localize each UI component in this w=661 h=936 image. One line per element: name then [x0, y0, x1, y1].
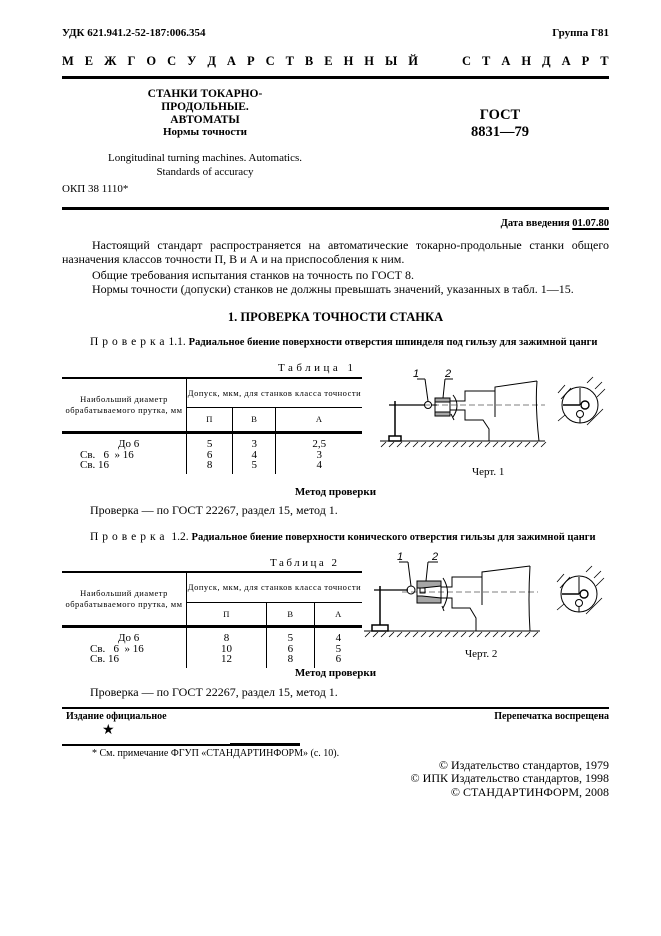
figure-1-drawing — [375, 365, 611, 450]
cell-value: 4 — [314, 627, 362, 644]
check-number: 1.2. — [171, 531, 189, 543]
cell-value: 5 — [233, 460, 276, 474]
banner-letter: Т — [481, 54, 491, 68]
footnote: * См. примечание ФГУП «СТАНДАРТИНФОРМ» (с. 10). — [92, 748, 340, 759]
introduction-date — [501, 218, 609, 229]
cell-diameter: Св. 6 » 16 — [80, 448, 134, 461]
figure-2-label-1: 1 — [397, 551, 404, 563]
title-rule — [62, 207, 609, 210]
cell-value: 8 — [267, 654, 315, 668]
standard-type-banner — [62, 54, 609, 69]
method-text-1: Проверка — по ГОСТ 22267, раздел 15, метод 1. — [90, 503, 338, 517]
col-header-class-v: В — [233, 408, 276, 433]
title-line-1: СТАНКИ ТОКАРНО-ПРОДОЛЬНЫЕ. — [147, 88, 263, 113]
reprint-prohibited: Перепечатка воспрещена — [494, 711, 609, 722]
table-row — [62, 627, 362, 644]
banner-letter: Н — [364, 54, 375, 68]
cell-value: 4 — [233, 450, 276, 461]
cell-diameter: Св. 6 » 16 — [90, 642, 144, 655]
cell-diameter: До 6 — [118, 438, 140, 450]
date-label: Дата введения — [500, 218, 570, 229]
cell-value: 6 — [314, 654, 362, 668]
gost-label: ГОСТ — [479, 107, 521, 123]
banner-letter: Ы — [385, 54, 398, 68]
document-title — [110, 88, 300, 127]
banner-letter: А — [501, 54, 511, 68]
section-title: 1. ПРОВЕРКА ТОЧНОСТИ СТАНКА — [227, 310, 444, 324]
group-code: Группа Г81 — [552, 27, 609, 39]
banner-letter: Г — [127, 54, 136, 68]
col-header-class-p: П — [187, 408, 233, 433]
banner-letter: Р — [246, 54, 255, 68]
banner-gap — [429, 54, 451, 69]
banner-letter: М — [62, 54, 74, 68]
check-prefix: Проверка — [90, 531, 169, 543]
banner-letter: А — [226, 54, 236, 68]
english-title — [100, 151, 310, 179]
table-row — [62, 460, 362, 474]
method-title-1: Метод проверки — [294, 486, 377, 498]
footer-rule — [62, 707, 609, 709]
footnote-rule-thick — [230, 743, 300, 746]
check-1-2-heading — [62, 530, 609, 545]
figure-2-label-2: 2 — [432, 551, 439, 563]
col-header-class-v: В — [267, 603, 315, 627]
cell-diameter: До 6 — [118, 632, 140, 644]
udk-code: УДК 621.941.2-52-187:006.354 — [62, 27, 206, 39]
date-value: 01.07.80 — [572, 218, 609, 229]
check-prefix: Проверка — [90, 336, 169, 348]
cell-value: 5 — [267, 627, 315, 644]
banner-letter: С — [461, 54, 471, 68]
banner-letter: Е — [84, 54, 94, 68]
intro-paragraph-2: Общие требования испытания станков на точность по ГОСТ 8. — [92, 268, 414, 282]
banner-letter: А — [561, 54, 571, 68]
cell-value: 6 — [267, 644, 315, 655]
cell-value: 10 — [187, 644, 267, 655]
banner-letter: Д — [207, 54, 216, 68]
cell-value: 8 — [187, 627, 267, 644]
banner-letter: В — [304, 54, 314, 68]
cell-value: 3 — [276, 450, 362, 461]
check-title: Радиальное биение поверхности отверстия шпинделя под гильзу для зажимной цанги — [188, 337, 598, 348]
cell-value: 5 — [314, 644, 362, 655]
copyright-2008: © СТАНДАРТИНФОРМ, 2008 — [450, 785, 609, 799]
col-header-tolerance: Допуск, мкм, для станков класса точности — [187, 572, 363, 603]
gost-number: 8831—79 — [471, 124, 529, 140]
banner-letter: Н — [521, 54, 532, 68]
method-title-2: Метод проверки — [294, 667, 377, 679]
check-1-1-heading — [62, 335, 609, 350]
banner-letter: С — [167, 54, 177, 68]
figure-1-label-2: 2 — [445, 368, 452, 380]
cell-value: 4 — [276, 460, 362, 474]
cell-diameter: Св. 16 — [80, 459, 110, 471]
figure-2-drawing — [362, 550, 610, 640]
figure-1-caption: Черт. 1 — [472, 466, 505, 478]
banner-letter: У — [187, 54, 197, 68]
cell-value: 12 — [187, 654, 267, 668]
col-header-class-a: А — [276, 408, 362, 433]
gost-designation — [460, 107, 540, 141]
cell-diameter: Св. 16 — [90, 653, 120, 665]
table-1 — [62, 377, 362, 474]
banner-letter: С — [265, 54, 275, 68]
banner-letter: Ж — [104, 54, 117, 68]
col-header-class-a: А — [314, 603, 362, 627]
col-header-tolerance: Допуск, мкм, для станков класса точности — [187, 378, 363, 408]
table-2 — [62, 571, 362, 668]
table-1-label: Таблица 1 — [278, 362, 357, 374]
english-title-line-1: Longitudinal turning machines. Automatics. — [108, 152, 302, 164]
figure-1-label-1: 1 — [413, 368, 420, 380]
banner-letter: Д — [542, 54, 551, 68]
intro-paragraph-3: Нормы точности (допуски) станков не должны превышать значений, указанных в табл. 1—15. — [92, 282, 574, 296]
banner-letter: Р — [581, 54, 590, 68]
header-rule — [62, 76, 609, 79]
official-edition: Издание официальное — [66, 711, 167, 722]
banner-letter: Н — [343, 54, 354, 68]
table-2-label: Таблица 2 — [270, 557, 340, 569]
banner-letter: Т — [285, 54, 294, 68]
check-number: 1.1. — [168, 336, 186, 348]
cell-value: 6 — [187, 450, 233, 461]
col-header-diameter: Наибольший диаметр обрабатываемого прутка, мм — [62, 572, 187, 627]
cell-value: 8 — [187, 460, 233, 474]
check-title: Радиальное биение поверхности конического отверстия гильзы для зажимной цанги — [191, 532, 596, 543]
okp-code: ОКП 38 1110* — [62, 183, 129, 195]
figure-2-caption: Черт. 2 — [465, 648, 498, 660]
copyright-1979: © Издательство стандартов, 1979 — [438, 758, 609, 772]
table-row — [62, 654, 362, 668]
cell-value: 2,5 — [276, 433, 362, 450]
intro-paragraph-1: Настоящий стандарт распространяется на автоматические токарно-продольные станки общего назначения классов точности П, В и А и на приспособления к ним. — [62, 238, 609, 266]
cell-value: 5 — [187, 433, 233, 450]
document-subtitle: Нормы точности — [163, 126, 247, 138]
col-header-class-p: П — [187, 603, 267, 627]
english-title-line-2: Standards of accuracy — [156, 166, 254, 178]
table-row — [62, 433, 362, 450]
cell-value: 3 — [233, 433, 276, 450]
banner-letter: Т — [600, 54, 609, 68]
banner-letter: О — [146, 54, 157, 68]
col-header-diameter: Наибольший диаметр обрабатываемого прутка, мм — [62, 378, 187, 433]
star-icon: ★ — [102, 723, 115, 738]
banner-letter: Е — [324, 54, 333, 68]
title-line-2: АВТОМАТЫ — [170, 114, 240, 126]
banner-letter: Й — [408, 54, 418, 68]
method-text-2: Проверка — по ГОСТ 22267, раздел 15, метод 1. — [90, 685, 338, 699]
copyright-1998: © ИПК Издательство стандартов, 1998 — [410, 771, 609, 785]
